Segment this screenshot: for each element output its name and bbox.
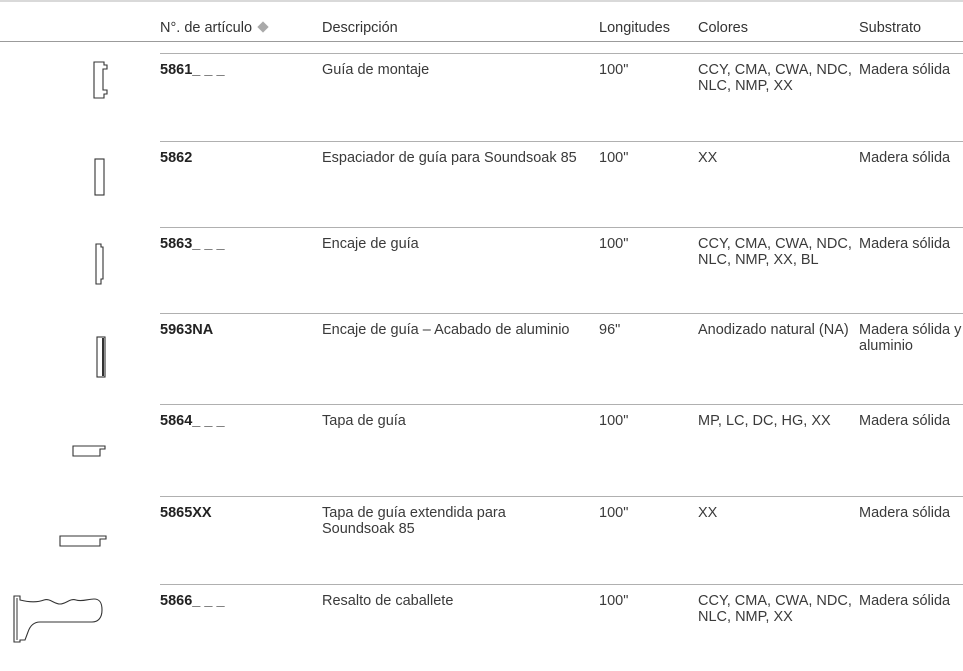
rail-spacer-profile-icon: [93, 157, 107, 197]
substrate: Madera sólida: [859, 413, 951, 429]
header-lengths: Longitudes: [599, 20, 670, 36]
table-header: [0, 12, 963, 42]
colors: XX: [698, 505, 718, 521]
colors: MP, LC, DC, HG, XX: [698, 413, 831, 429]
article-number: 5963NA: [160, 322, 214, 338]
row-divider: [160, 313, 963, 314]
rail-cap-profile-icon: [71, 444, 109, 458]
row-divider: [160, 53, 963, 54]
article-number: 5861_ _ _: [160, 62, 225, 78]
description: Encaje de guía – Acabado de aluminio: [322, 322, 570, 338]
table-row: [0, 227, 963, 309]
substrate: Madera sólida: [859, 236, 951, 252]
length: 100": [599, 593, 629, 609]
article-number: 5862: [160, 150, 193, 166]
description: Tapa de guía extendida para Soundsoak 85: [322, 505, 506, 537]
diamond-icon: [257, 21, 268, 32]
article-number: 5866_ _ _: [160, 593, 225, 609]
length: 100": [599, 413, 629, 429]
row-divider: [160, 404, 963, 405]
description: Resalto de caballete: [322, 593, 454, 609]
description: Espaciador de guía para Soundsoak 85: [322, 150, 577, 166]
header-article: N°. de artículo: [160, 20, 267, 36]
table-row: [0, 53, 963, 135]
length: 100": [599, 505, 629, 521]
description: Guía de montaje: [322, 62, 430, 78]
table-row: [0, 584, 963, 666]
length: 100": [599, 150, 629, 166]
row-divider: [160, 496, 963, 497]
aluminum-rail-insert-profile-icon: [94, 335, 108, 379]
table-row: [0, 141, 963, 223]
colors: CCY, CMA, CWA, NDC, NLC, NMP, XX, BL: [698, 236, 852, 268]
table-row: [0, 496, 963, 578]
length: 100": [599, 236, 629, 252]
substrate: Madera sólida: [859, 505, 951, 521]
header-substrate: Substrato: [859, 20, 922, 36]
length: 96": [599, 322, 621, 338]
article-number: 5865XX: [160, 505, 212, 521]
substrate: Madera sólida: [859, 62, 951, 78]
mounting-rail-profile-icon: [88, 60, 112, 100]
colors: XX: [698, 150, 718, 166]
table-row: [0, 404, 963, 486]
description: Encaje de guía: [322, 236, 419, 252]
row-divider: [160, 584, 963, 585]
description: Tapa de guía: [322, 413, 406, 429]
substrate: Madera sólida y aluminio: [859, 322, 962, 354]
row-divider: [160, 227, 963, 228]
colors: CCY, CMA, CWA, NDC, NLC, NMP, XX: [698, 62, 852, 94]
chair-rail-profile-icon: [10, 590, 106, 646]
colors: CCY, CMA, CWA, NDC, NLC, NMP, XX: [698, 593, 852, 625]
article-number: 5864_ _ _: [160, 413, 225, 429]
table-row: [0, 313, 963, 395]
row-divider: [160, 141, 963, 142]
length: 100": [599, 62, 629, 78]
article-number: 5863_ _ _: [160, 236, 225, 252]
top-divider: [0, 0, 963, 2]
header-description: Descripción: [322, 20, 398, 36]
header-divider: [0, 41, 963, 42]
colors: Anodizado natural (NA): [698, 322, 849, 338]
substrate: Madera sólida: [859, 593, 951, 609]
substrate: Madera sólida: [859, 150, 951, 166]
rail-insert-profile-icon: [93, 242, 107, 286]
header-colors: Colores: [698, 20, 748, 36]
extended-rail-cap-profile-icon: [58, 534, 110, 548]
